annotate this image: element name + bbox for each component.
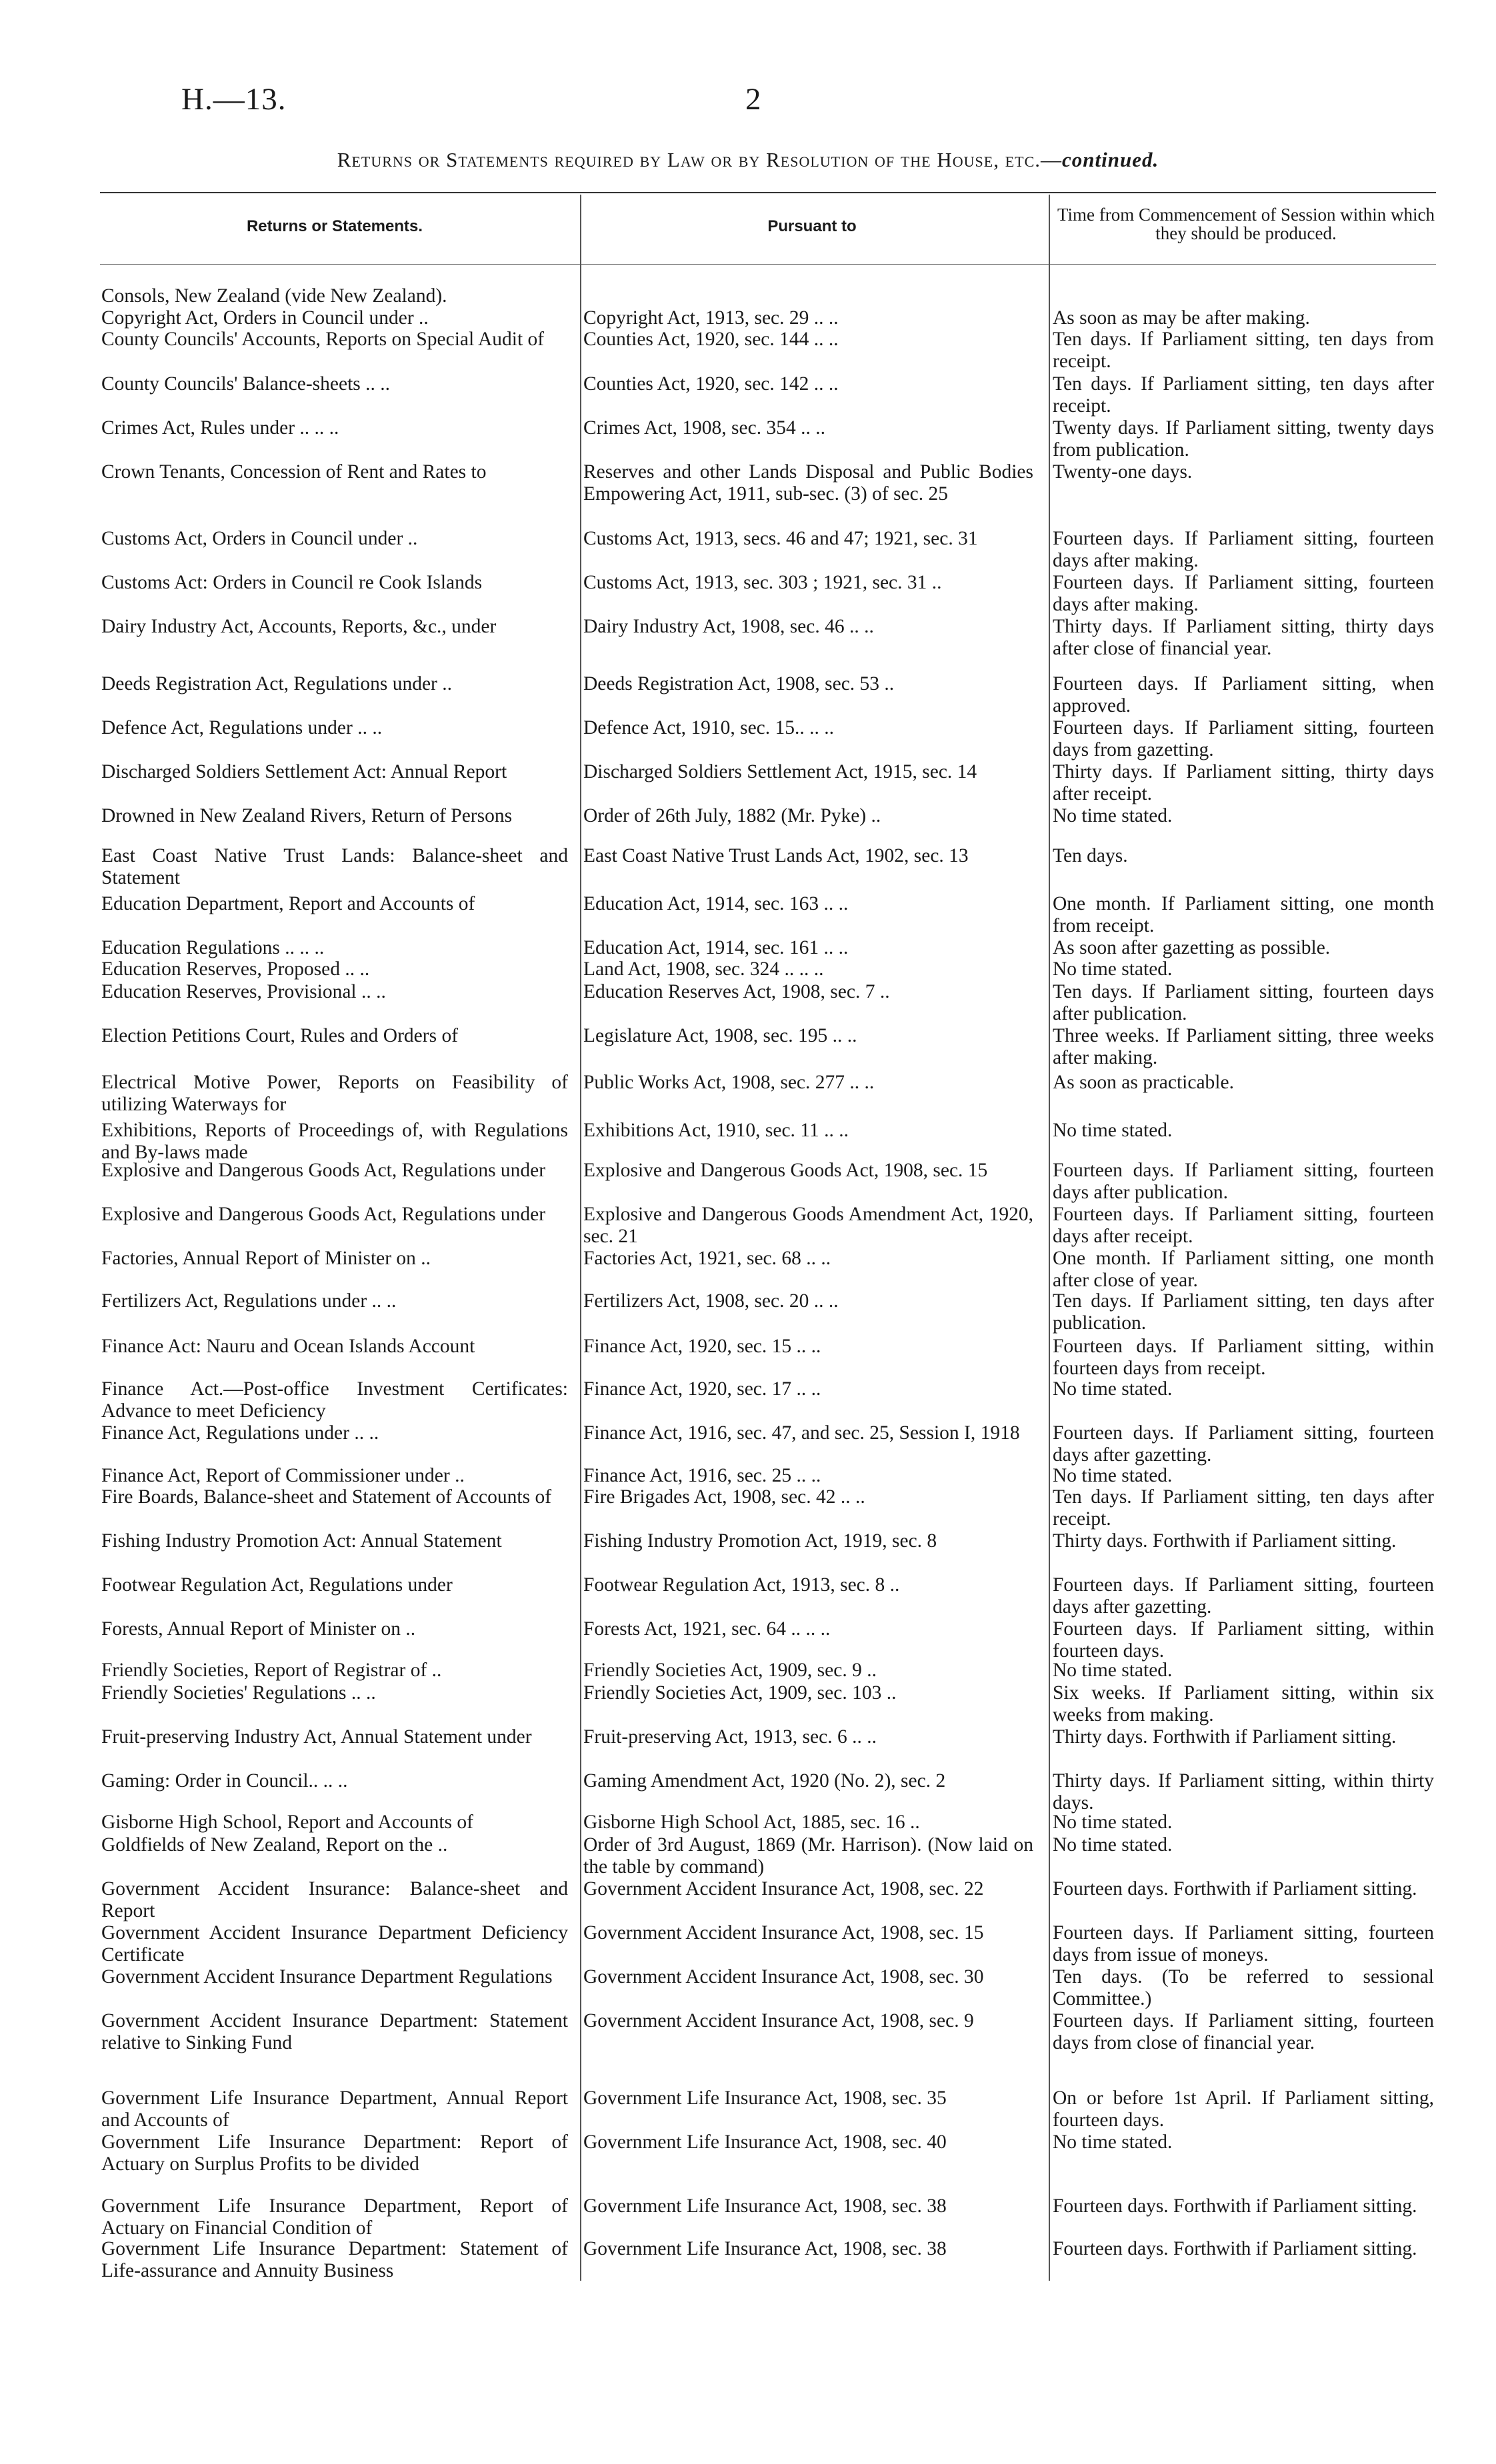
time-cell: Ten days. If Parliament sitting, ten days after receipt. [1053, 373, 1434, 417]
returns-cell: Discharged Soldiers Settlement Act: Annual Report [101, 761, 507, 782]
returns-cell: Factories, Annual Report of Minister on .. [101, 1248, 431, 1269]
pursuant-cell: Government Accident Insurance Act, 1908, sec. 22 [583, 1878, 984, 1899]
time-cell: Fourteen days. If Parliament sitting, fourteen days after gazetting. [1053, 1574, 1434, 1618]
returns-cell: Defence Act, Regulations under .. .. [101, 717, 383, 738]
time-cell: Three weeks. If Parliament sitting, three weeks after making. [1053, 1025, 1434, 1068]
page-title-text: Returns or Statements required by Law or by Resolution of the House, etc.— [337, 148, 1062, 171]
time-cell: No time stated. [1053, 2131, 1173, 2153]
column-divider-2 [1049, 195, 1050, 2281]
returns-cell: Government Accident Insurance Department Deficiency Certificate [101, 1922, 568, 1965]
time-cell: Ten days. [1053, 845, 1128, 866]
pursuant-cell: Fire Brigades Act, 1908, sec. 42 .. .. [583, 1486, 865, 1508]
header-bottom-rule [100, 264, 1436, 265]
returns-cell: Gisborne High School, Report and Accounts of [101, 1812, 473, 1833]
pursuant-cell: Finance Act, 1916, sec. 47, and sec. 25, Session I, 1918 [583, 1422, 1020, 1444]
pursuant-cell: Education Reserves Act, 1908, sec. 7 .. [583, 981, 890, 1002]
time-cell: No time stated. [1053, 1660, 1173, 1681]
time-cell: Thirty days. If Parliament sitting, thirty days after close of financial year. [1053, 616, 1434, 659]
pursuant-cell: Forests Act, 1921, sec. 64 .. .. .. [583, 1618, 831, 1640]
returns-cell: Finance Act, Regulations under .. .. [101, 1422, 379, 1444]
returns-cell: Government Life Insurance Department, Report of Actuary on Financial Condition of [101, 2195, 568, 2239]
time-cell: Six weeks. If Parliament sitting, within six weeks from making. [1053, 1682, 1434, 1726]
returns-cell: Finance Act: Nauru and Ocean Islands Account [101, 1336, 475, 1357]
pursuant-cell: Explosive and Dangerous Goods Act, 1908, sec. 15 [583, 1160, 988, 1181]
returns-cell: Crimes Act, Rules under .. .. .. [101, 417, 339, 439]
pursuant-cell: Government Life Insurance Act, 1908, sec. 38 [583, 2195, 947, 2217]
pursuant-cell: Counties Act, 1920, sec. 144 .. .. [583, 329, 839, 350]
pursuant-cell: Defence Act, 1910, sec. 15.. .. .. [583, 717, 835, 738]
time-cell: No time stated. [1053, 1120, 1173, 1141]
pursuant-cell: Factories Act, 1921, sec. 68 .. .. [583, 1248, 831, 1269]
table-top-rule [100, 192, 1436, 193]
pursuant-cell: Finance Act, 1916, sec. 25 .. .. [583, 1465, 821, 1486]
returns-cell: Government Life Insurance Department, Annual Report and Accounts of [101, 2087, 568, 2131]
time-cell: Ten days. If Parliament sitting, ten days from receipt. [1053, 329, 1434, 372]
returns-cell: Customs Act, Orders in Council under .. [101, 528, 418, 549]
time-cell: Twenty-one days. [1053, 461, 1193, 483]
page-title-continued: continued. [1062, 148, 1159, 171]
returns-cell: Education Reserves, Provisional .. .. [101, 981, 386, 1002]
document-code: H.—13. [181, 82, 287, 117]
pursuant-cell: Gaming Amendment Act, 1920 (No. 2), sec. 2 [583, 1770, 946, 1792]
time-cell: Fourteen days. If Parliament sitting, within fourteen days. [1053, 1618, 1434, 1662]
returns-cell: Footwear Regulation Act, Regulations under [101, 1574, 453, 1596]
pursuant-cell: East Coast Native Trust Lands Act, 1902, sec. 13 [583, 845, 969, 866]
time-cell: One month. If Parliament sitting, one month from receipt. [1053, 893, 1434, 936]
pursuant-cell: Friendly Societies Act, 1909, sec. 9 .. [583, 1660, 877, 1681]
page-number: 2 [745, 82, 761, 117]
pursuant-cell: Public Works Act, 1908, sec. 277 .. .. [583, 1072, 875, 1093]
time-cell: Twenty days. If Parliament sitting, twenty days from publication. [1053, 417, 1434, 461]
time-cell: Ten days. If Parliament sitting, ten days after receipt. [1053, 1486, 1434, 1530]
returns-cell: Education Regulations .. .. .. [101, 937, 325, 958]
returns-cell: East Coast Native Trust Lands: Balance-sheet and Statement [101, 845, 568, 888]
time-cell: One month. If Parliament sitting, one month after close of year. [1053, 1248, 1434, 1291]
time-cell: Fourteen days. If Parliament sitting, fourteen days from issue of moneys. [1053, 1922, 1434, 1965]
pursuant-cell: Fruit-preserving Act, 1913, sec. 6 .. .. [583, 1726, 877, 1748]
returns-cell: Government Accident Insurance Department Regulations [101, 1966, 553, 1987]
returns-cell: Government Accident Insurance: Balance-sheet and Report [101, 1878, 568, 1921]
pursuant-cell: Legislature Act, 1908, sec. 195 .. .. [583, 1025, 857, 1046]
pursuant-cell: Government Accident Insurance Act, 1908, sec. 30 [583, 1966, 984, 1987]
time-cell: Ten days. If Parliament sitting, fourteen days after publication. [1053, 981, 1434, 1024]
returns-cell: Drowned in New Zealand Rivers, Return of Persons [101, 805, 513, 826]
time-cell: No time stated. [1053, 805, 1173, 826]
pursuant-cell: Finance Act, 1920, sec. 15 .. .. [583, 1336, 821, 1357]
returns-cell: Explosive and Dangerous Goods Act, Regulations under [101, 1160, 546, 1181]
returns-cell: Fishing Industry Promotion Act: Annual Statement [101, 1530, 502, 1552]
pursuant-cell: Finance Act, 1920, sec. 17 .. .. [583, 1378, 821, 1400]
time-cell: Fourteen days. Forthwith if Parliament sitting. [1053, 2195, 1417, 2217]
returns-cell: Finance Act.—Post-office Investment Certificates: Advance to meet Deficiency [101, 1378, 568, 1422]
returns-cell: Exhibitions, Reports of Proceedings of, with Regulations and By-laws made [101, 1120, 568, 1163]
pursuant-cell: Government Accident Insurance Act, 1908, sec. 15 [583, 1922, 984, 1943]
pursuant-cell: Government Accident Insurance Act, 1908, sec. 9 [583, 2010, 974, 2031]
returns-cell: Explosive and Dangerous Goods Act, Regulations under [101, 1204, 546, 1225]
time-cell: Ten days. If Parliament sitting, ten days after publication. [1053, 1290, 1434, 1334]
pursuant-cell: Copyright Act, 1913, sec. 29 .. .. [583, 307, 839, 329]
pursuant-cell: Education Act, 1914, sec. 161 .. .. [583, 937, 849, 958]
returns-cell: Consols, New Zealand (vide New Zealand). [101, 285, 447, 307]
time-cell: Fourteen days. If Parliament sitting, fourteen days from close of financial year. [1053, 2010, 1434, 2053]
time-cell: No time stated. [1053, 1812, 1173, 1833]
pursuant-cell: Deeds Registration Act, 1908, sec. 53 .. [583, 673, 895, 694]
returns-cell: County Councils' Balance-sheets .. .. [101, 373, 390, 395]
returns-cell: Fruit-preserving Industry Act, Annual Statement under [101, 1726, 532, 1748]
pursuant-cell: Fertilizers Act, 1908, sec. 20 .. .. [583, 1290, 839, 1312]
pursuant-cell: Order of 3rd August, 1869 (Mr. Harrison). (Now laid on the table by command) [583, 1834, 1033, 1877]
column-header-returns: Returns or Statements. [246, 217, 423, 235]
pursuant-cell: Customs Act, 1913, sec. 303 ; 1921, sec. 31 .. [583, 572, 942, 593]
returns-cell: Copyright Act, Orders in Council under .. [101, 307, 429, 329]
pursuant-cell: Land Act, 1908, sec. 324 .. .. .. [583, 958, 824, 980]
returns-cell: Education Department, Report and Accounts of [101, 893, 475, 914]
time-cell: Fourteen days. If Parliament sitting, fourteen days after gazetting. [1053, 1422, 1434, 1466]
returns-cell: Electrical Motive Power, Reports on Feasibility of utilizing Waterways for [101, 1072, 568, 1115]
pursuant-cell: Customs Act, 1913, secs. 46 and 47; 1921, sec. 31 [583, 528, 978, 549]
returns-cell: Deeds Registration Act, Regulations under .. [101, 673, 452, 694]
time-cell: Fourteen days. Forthwith if Parliament sitting. [1053, 1878, 1417, 1899]
returns-cell: Education Reserves, Proposed .. .. [101, 958, 370, 980]
pursuant-cell: Government Life Insurance Act, 1908, sec. 40 [583, 2131, 947, 2153]
pursuant-cell: Fishing Industry Promotion Act, 1919, sec. 8 [583, 1530, 937, 1552]
time-cell: Thirty days. If Parliament sitting, within thirty days. [1053, 1770, 1434, 1814]
returns-cell: Goldfields of New Zealand, Report on the .. [101, 1834, 448, 1855]
time-cell: Thirty days. If Parliament sitting, thirty days after receipt. [1053, 761, 1434, 804]
column-header-pursuant: Pursuant to [767, 217, 857, 235]
time-cell: Fourteen days. If Parliament sitting, fourteen days after making. [1053, 572, 1434, 615]
time-cell: Fourteen days. If Parliament sitting, fourteen days after publication. [1053, 1160, 1434, 1203]
pursuant-cell: Crimes Act, 1908, sec. 354 .. .. [583, 417, 825, 439]
time-cell: Fourteen days. If Parliament sitting, fourteen days after receipt. [1053, 1204, 1434, 1247]
returns-cell: Forests, Annual Report of Minister on .. [101, 1618, 416, 1640]
time-cell: Fourteen days. If Parliament sitting, fourteen days after making. [1053, 528, 1434, 571]
pursuant-cell: Discharged Soldiers Settlement Act, 1915, sec. 14 [583, 761, 977, 782]
time-cell: Fourteen days. Forthwith if Parliament sitting. [1053, 2238, 1417, 2259]
time-cell: Ten days. (To be referred to sessional Committee.) [1053, 1966, 1434, 2009]
page-title [0, 148, 1496, 172]
returns-cell: Friendly Societies' Regulations .. .. [101, 1682, 376, 1704]
returns-cell: Government Life Insurance Department: Report of Actuary on Surplus Profits to be divided [101, 2131, 568, 2175]
returns-cell: Gaming: Order in Council.. .. .. [101, 1770, 348, 1792]
pursuant-cell: Government Life Insurance Act, 1908, sec. 35 [583, 2087, 947, 2109]
time-cell: On or before 1st April. If Parliament sitting, fourteen days. [1053, 2087, 1434, 2131]
returns-cell: Fire Boards, Balance-sheet and Statement of Accounts of [101, 1486, 552, 1508]
returns-cell: Government Accident Insurance Department: Statement relative to Sinking Fund [101, 2010, 568, 2053]
column-divider-1 [580, 195, 581, 2281]
returns-cell: Customs Act: Orders in Council re Cook Islands [101, 572, 483, 593]
pursuant-cell: Order of 26th July, 1882 (Mr. Pyke) .. [583, 805, 881, 826]
pursuant-cell: Exhibitions Act, 1910, sec. 11 .. .. [583, 1120, 849, 1141]
time-cell: Fourteen days. If Parliament sitting, within fourteen days from receipt. [1053, 1336, 1434, 1379]
time-cell: Fourteen days. If Parliament sitting, fourteen days from gazetting. [1053, 717, 1434, 760]
pursuant-cell: Government Life Insurance Act, 1908, sec. 38 [583, 2238, 947, 2259]
time-cell: As soon after gazetting as possible. [1053, 937, 1331, 958]
returns-cell: Finance Act, Report of Commissioner under .. [101, 1465, 465, 1486]
returns-cell: Crown Tenants, Concession of Rent and Rates to [101, 461, 487, 483]
returns-cell: Friendly Societies, Report of Registrar of .. [101, 1660, 442, 1681]
time-cell: No time stated. [1053, 1465, 1173, 1486]
returns-cell: Dairy Industry Act, Accounts, Reports, &c., under [101, 616, 497, 637]
pursuant-cell: Counties Act, 1920, sec. 142 .. .. [583, 373, 839, 395]
column-header-time: Time from Commencement of Session within which they should be produced. [1057, 205, 1435, 243]
time-cell: Thirty days. Forthwith if Parliament sitting. [1053, 1726, 1397, 1748]
pursuant-cell: Dairy Industry Act, 1908, sec. 46 .. .. [583, 616, 874, 637]
pursuant-cell: Explosive and Dangerous Goods Amendment Act, 1920, sec. 21 [583, 1204, 1033, 1247]
time-cell: No time stated. [1053, 1834, 1173, 1855]
time-cell: As soon as may be after making. [1053, 307, 1310, 329]
pursuant-cell: Gisborne High School Act, 1885, sec. 16 .. [583, 1812, 920, 1833]
pursuant-cell: Education Act, 1914, sec. 163 .. .. [583, 893, 849, 914]
returns-cell: Government Life Insurance Department: Statement of Life-assurance and Annuity Business [101, 2238, 568, 2281]
time-cell: No time stated. [1053, 1378, 1173, 1400]
pursuant-cell: Friendly Societies Act, 1909, sec. 103 .. [583, 1682, 897, 1704]
returns-cell: County Councils' Accounts, Reports on Special Audit of [101, 329, 545, 350]
pursuant-cell: Footwear Regulation Act, 1913, sec. 8 .. [583, 1574, 900, 1596]
pursuant-cell: Reserves and other Lands Disposal and Public Bodies Empowering Act, 1911, sub-sec. (3) of sec. 25 [583, 461, 1033, 505]
time-cell: As soon as practicable. [1053, 1072, 1234, 1093]
time-cell: Thirty days. Forthwith if Parliament sitting. [1053, 1530, 1397, 1552]
time-cell: Fourteen days. If Parliament sitting, when approved. [1053, 673, 1434, 716]
returns-cell: Election Petitions Court, Rules and Orders of [101, 1025, 459, 1046]
time-cell: No time stated. [1053, 958, 1173, 980]
returns-cell: Fertilizers Act, Regulations under .. .. [101, 1290, 397, 1312]
